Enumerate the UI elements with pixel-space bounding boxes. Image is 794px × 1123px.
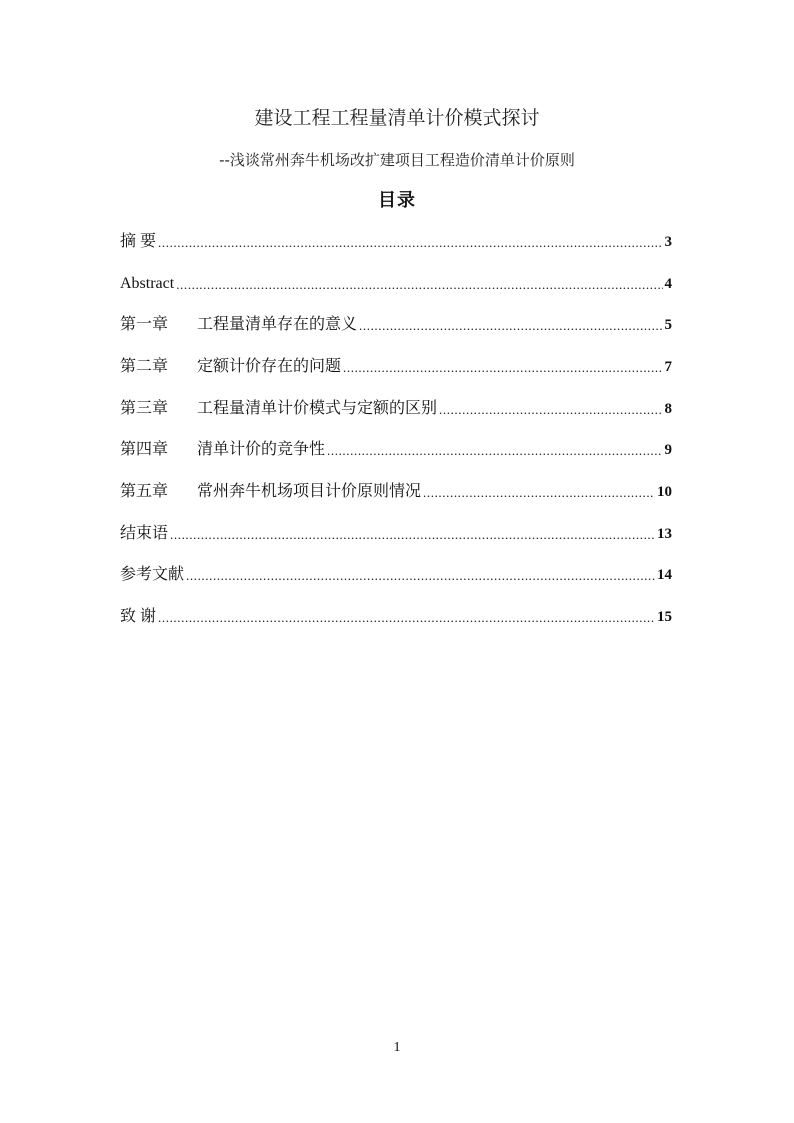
toc-entry-label: Abstract — [120, 274, 175, 292]
toc-entry-page: 15 — [657, 609, 672, 626]
toc-entry-label: 摘 要 — [120, 232, 157, 250]
toc-entry-label: 清单计价的竞争性 — [197, 441, 326, 459]
toc-dot-leader — [170, 524, 655, 546]
toc-dot-leader — [359, 315, 662, 337]
toc-entry-page: 10 — [657, 483, 672, 500]
toc-dot-leader — [343, 357, 662, 379]
toc-entry-label: 工程量清单存在的意义 — [197, 316, 358, 334]
toc-entry-abstract-en[interactable] — [120, 263, 672, 305]
toc-entry-page: 7 — [664, 358, 672, 375]
toc-dot-leader — [423, 482, 655, 504]
toc-entry-references[interactable] — [120, 555, 672, 597]
table-of-contents — [120, 221, 672, 638]
toc-entry-chapter: 第三章 — [120, 399, 169, 417]
document-subtitle: --浅谈常州奔牛机场改扩建项目工程造价清单计价原则 — [219, 151, 575, 169]
toc-entry-label: 结束语 — [120, 524, 169, 542]
toc-entry-chapter-4[interactable] — [120, 429, 672, 471]
toc-entry-page: 4 — [664, 275, 672, 292]
toc-entry-chapter-5[interactable] — [120, 471, 672, 513]
toc-entry-label: 参考文献 — [120, 566, 185, 584]
toc-entry-chapter: 第五章 — [120, 482, 169, 500]
toc-entry-page: 3 — [664, 233, 672, 250]
toc-entry-abstract-cn[interactable] — [120, 221, 672, 263]
toc-dot-leader — [327, 440, 662, 462]
toc-entry-label: 工程量清单计价模式与定额的区别 — [197, 399, 438, 417]
toc-entry-chapter-1[interactable] — [120, 304, 672, 346]
toc-entry-label: 定额计价存在的问题 — [197, 357, 342, 375]
toc-dot-leader — [158, 232, 662, 254]
toc-entry-chapter-3[interactable] — [120, 388, 672, 430]
toc-entry-chapter-2[interactable] — [120, 346, 672, 388]
toc-entry-label: 常州奔牛机场项目计价原则情况 — [197, 482, 422, 500]
toc-dot-leader — [158, 607, 655, 629]
toc-entry-label: 致 谢 — [120, 608, 157, 626]
page-number: 1 — [393, 1040, 401, 1055]
toc-entry-page: 5 — [664, 317, 672, 334]
toc-entry-chapter: 第一章 — [120, 316, 169, 334]
toc-entry-page: 9 — [664, 442, 672, 459]
toc-dot-leader — [176, 274, 662, 296]
toc-entry-conclusion[interactable] — [120, 513, 672, 555]
document-title: 建设工程工程量清单计价模式探讨 — [254, 107, 540, 129]
toc-dot-leader — [439, 399, 662, 421]
toc-heading: 目录 — [378, 190, 416, 210]
toc-entry-acknowledgements[interactable] — [120, 596, 672, 638]
toc-entry-page: 8 — [664, 400, 672, 417]
toc-dot-leader — [186, 565, 655, 587]
toc-entry-chapter: 第四章 — [120, 441, 169, 459]
toc-entry-chapter: 第二章 — [120, 357, 169, 375]
toc-entry-page: 14 — [657, 567, 672, 584]
toc-entry-page: 13 — [657, 525, 672, 542]
